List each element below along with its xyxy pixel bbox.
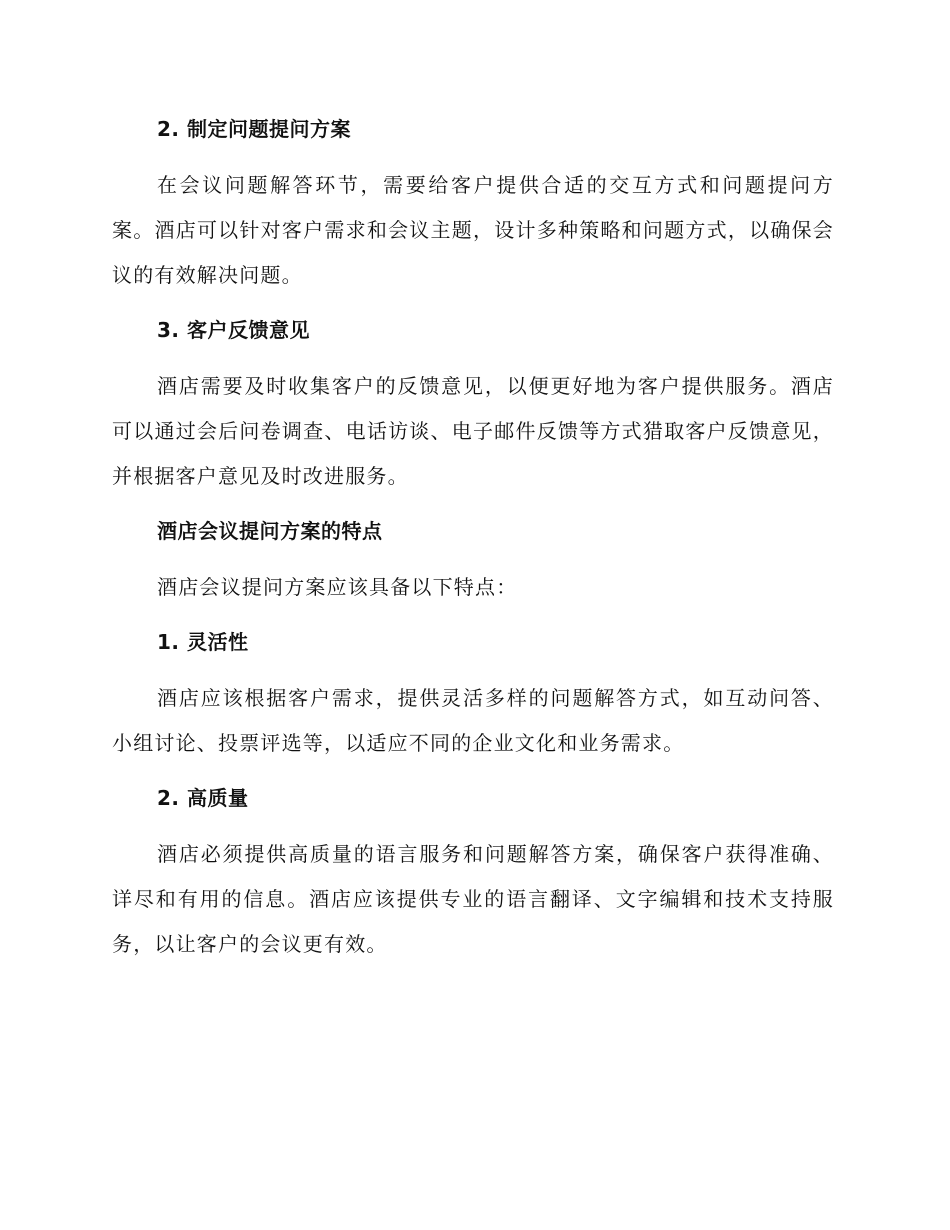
section-heading-customer-feedback: 3. 客户反馈意见 bbox=[157, 318, 310, 342]
section-heading-question-plan: 2. 制定问题提问方案 bbox=[157, 117, 351, 141]
section-heading-plan-features: 酒店会议提问方案的特点 bbox=[157, 519, 383, 543]
section-paragraph-high-quality: 酒店必须提供高质量的语言服务和问题解答方案，确保客户获得准确、详尽和有用的信息。酒店应该提供专业的语言翻译、文字编辑和技术支持服务，以让客户的会议更有效。 bbox=[112, 842, 834, 956]
section-heading-high-quality: 2. 高质量 bbox=[157, 786, 249, 810]
section-heading-flexibility: 1. 灵活性 bbox=[157, 630, 249, 654]
section-paragraph-plan-features: 酒店会议提问方案应该具备以下特点： bbox=[157, 575, 518, 599]
section-paragraph-flexibility: 酒店应该根据客户需求，提供灵活多样的问题解答方式，如互动问答、小组讨论、投票评选等，以适应不同的企业文化和业务需求。 bbox=[112, 686, 834, 755]
section-paragraph-customer-feedback: 酒店需要及时收集客户的反馈意见，以便更好地为客户提供服务。酒店可以通过会后问卷调查、电话访谈、电子邮件反馈等方式猎取客户反馈意见，并根据客户意见及时改进服务。 bbox=[112, 374, 834, 488]
document-body bbox=[112, 111, 834, 967]
section-paragraph-question-plan: 在会议问题解答环节，需要给客户提供合适的交互方式和问题提问方案。酒店可以针对客户需求和会议主题，设计多种策略和问题方式，以确保会议的有效解决问题。 bbox=[112, 173, 834, 287]
